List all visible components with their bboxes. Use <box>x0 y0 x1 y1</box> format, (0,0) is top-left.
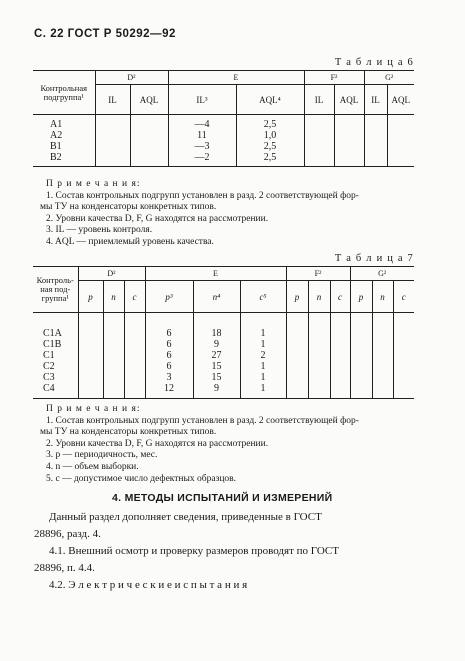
note-line: мы ТУ на конденсаторы конкретных типов. <box>40 427 217 438</box>
table7-sub-d-p: p <box>78 281 103 313</box>
table7-row-name: C1B <box>43 339 62 350</box>
table7-cell-n: 9 <box>214 339 219 350</box>
note-line: 2. Уровни качества D, F, G находятся на рассмотрении. <box>46 213 269 224</box>
note-line: 4. AQL — приемлемый уровень качества. <box>46 236 214 247</box>
table7-cell-p: 6 <box>166 350 172 361</box>
table7-row-name: C3 <box>43 372 55 383</box>
table6-sub-g-il: IL <box>364 85 387 115</box>
table7-sub-d-n: n <box>103 281 124 313</box>
table7-cell-c: 2 <box>260 350 266 361</box>
table6-group-e: E <box>168 71 304 85</box>
table7-cell-c: 1 <box>260 361 266 372</box>
table7-cell-p: 3 <box>166 372 172 383</box>
table6-group-f: F² <box>304 71 364 85</box>
table6 <box>33 70 414 167</box>
paragraph-line: 28896, разд. 4. <box>34 528 101 540</box>
table6-row-name: A1 <box>50 118 63 130</box>
table7-cell-p: 6 <box>166 339 172 350</box>
table6-cell-aql: 2,5 <box>263 140 277 152</box>
paragraph-line: 4.2. Э л е к т р и ч е с к и е и с п ы т а н и я <box>49 579 248 591</box>
table6-group-g: G² <box>364 71 414 85</box>
table6-sub-f-il: IL <box>304 85 334 115</box>
table7-row-name: C4 <box>43 383 55 394</box>
table7-cell-n: 15 <box>211 361 222 372</box>
table7-cell-c: 1 <box>260 372 266 383</box>
table-row <box>33 313 414 399</box>
paragraph-line: Данный раздел дополняет сведения, приведенные в ГОСТ <box>49 511 322 523</box>
table7-cell-p: 12 <box>164 383 174 394</box>
table6-row-header: Контрольная подгруппа¹ <box>33 71 95 115</box>
note-line: 2. Уровни качества D, F, G находятся на рассмотрении. <box>46 438 269 449</box>
table7-sub-e-p: p³ <box>145 281 193 313</box>
table7-cell-n: 15 <box>211 372 222 383</box>
table6-sub-f-aql: AQL <box>334 85 364 115</box>
table7-row-name: C1 <box>43 350 55 361</box>
table6-caption: Т а б л и ц а 6 <box>334 57 414 68</box>
note-line: 1. Состав контрольных подгрупп установлен в разд. 2 соответствующей фор- <box>46 415 359 426</box>
notes-title: П р и м е ч а н и я: <box>46 404 141 414</box>
table7-notes <box>40 404 430 485</box>
table7-sub-d-c: c <box>124 281 145 313</box>
table7-sub-f-n: n <box>308 281 330 313</box>
table7-sub-g-c: c <box>393 281 414 313</box>
note-line: 3. p — периодичность, мес. <box>46 450 158 461</box>
table7-group-f: F² <box>286 267 350 281</box>
table6-cell-il: —2 <box>194 151 210 163</box>
section-heading: 4. МЕТОДЫ ИСПЫТАНИЙ И ИЗМЕРЕНИЙ <box>112 492 333 504</box>
table-row <box>33 115 414 167</box>
table6-group-d: D² <box>95 71 168 85</box>
paragraph-line: 28896, п. 4.4. <box>34 562 95 574</box>
table7-sub-e-n: n⁴ <box>193 281 240 313</box>
table6-sub-e-aql: AQL⁴ <box>236 85 304 115</box>
table7-sub-e-c: c⁵ <box>240 281 286 313</box>
table7-cell-n: 27 <box>211 350 222 361</box>
table7-row-name: C2 <box>43 361 55 372</box>
table6-row-name: B2 <box>50 151 62 163</box>
paragraph-line: 4.1. Внешний осмотр и проверку размеров проводят по ГОСТ <box>49 545 339 557</box>
section-body <box>34 509 429 594</box>
table7-sub-f-p: p <box>286 281 308 313</box>
table7-cell-n: 18 <box>211 328 222 339</box>
table6-cell-aql: 2,5 <box>263 151 277 163</box>
table6-sub-d-il: IL <box>95 85 130 115</box>
table7-row-name: C1A <box>43 328 62 339</box>
note-line: 3. IL — уровень контроля. <box>46 225 153 236</box>
table6-cell-il: —4 <box>194 118 210 130</box>
table6-sub-d-aql: AQL <box>130 85 168 115</box>
table7-group-g: G² <box>350 267 414 281</box>
table6-cell-aql: 1,0 <box>263 129 277 141</box>
note-line: 5. c — допустимое число дефектных образцов. <box>46 473 237 484</box>
table6-cell-il: —3 <box>194 140 210 152</box>
table6-notes <box>40 179 430 249</box>
table6-row-name: B1 <box>50 140 62 152</box>
note-line: 4. n — объем выборки. <box>46 461 139 472</box>
table7-row-header: Контроль- ная под- группа¹ <box>33 267 78 313</box>
notes-title: П р и м е ч а н и я: <box>46 179 141 189</box>
table7-sub-g-p: p <box>350 281 372 313</box>
table7-caption: Т а б л и ц а 7 <box>334 253 414 264</box>
table7-cell-p: 6 <box>166 361 172 372</box>
table7-group-e: E <box>145 267 286 281</box>
page-header: С. 22 ГОСТ Р 50292—92 <box>34 28 176 40</box>
table7-cell-p: 6 <box>166 328 172 339</box>
table6-sub-e-il: IL³ <box>168 85 236 115</box>
table7-cell-c: 1 <box>260 328 266 339</box>
table7-cell-c: 1 <box>260 383 266 394</box>
table7 <box>33 266 414 399</box>
table7-cell-n: 9 <box>214 383 219 394</box>
note-line: мы ТУ на конденсаторы конкретных типов. <box>40 202 217 213</box>
table7-cell-c: 1 <box>260 339 266 350</box>
table7-sub-f-c: c <box>330 281 350 313</box>
table6-sub-g-aql: AQL <box>387 85 414 115</box>
table6-cell-aql: 2,5 <box>263 118 277 130</box>
note-line: 1. Состав контрольных подгрупп установлен в разд. 2 соответствующей фор- <box>46 190 359 201</box>
table7-group-d: D² <box>78 267 145 281</box>
table7-sub-g-n: n <box>372 281 393 313</box>
table6-row-name: A2 <box>50 129 63 141</box>
table6-cell-il: 11 <box>197 129 207 141</box>
